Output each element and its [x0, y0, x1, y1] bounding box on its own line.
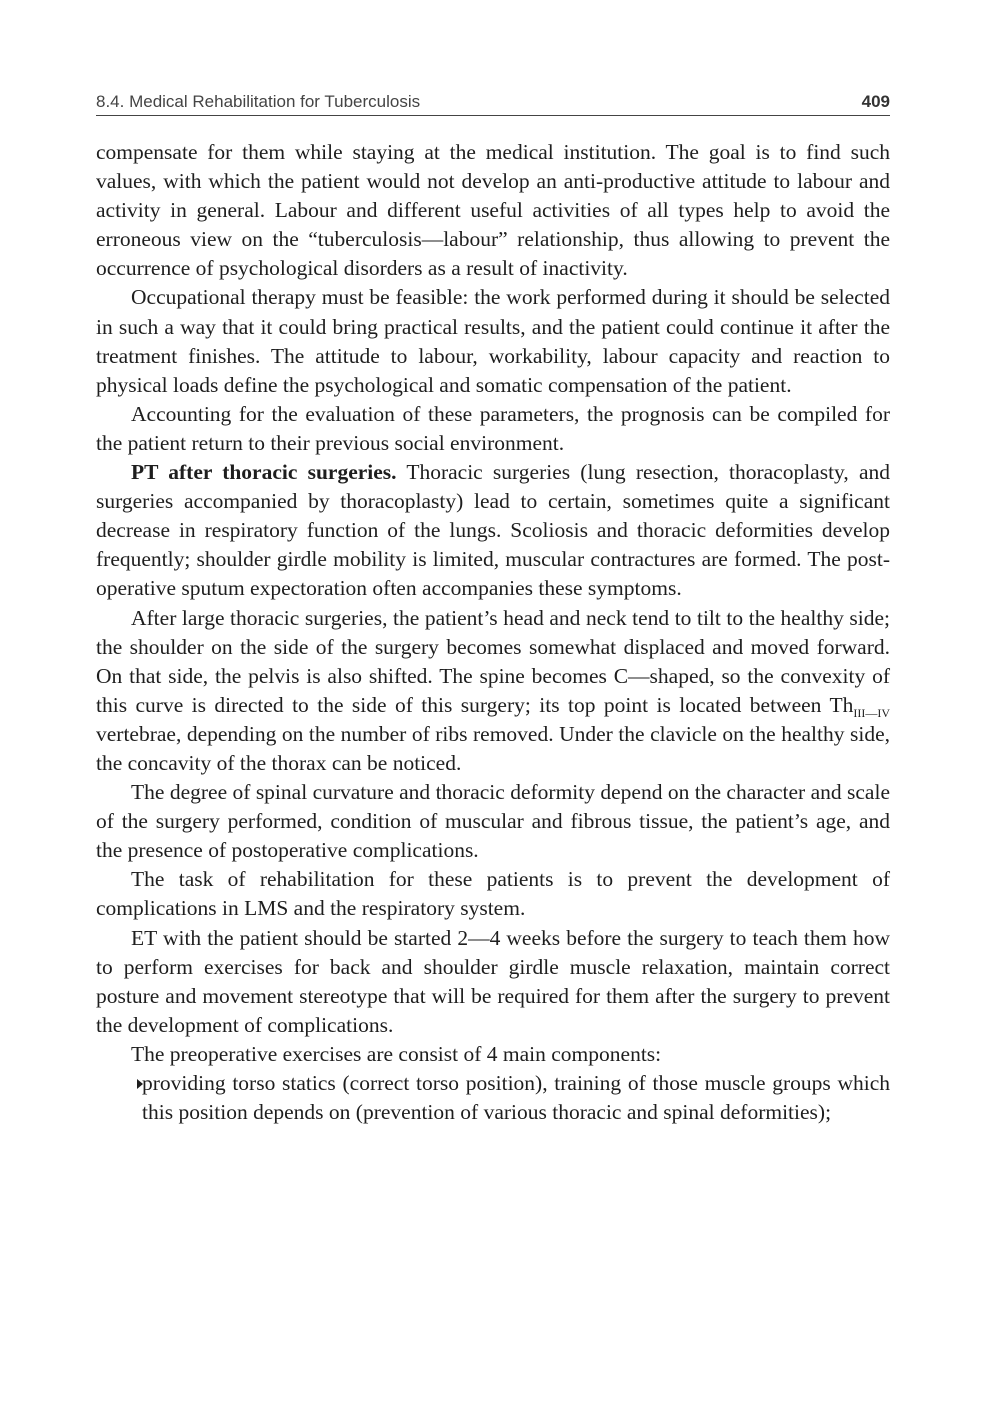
paragraph: ET with the patient should be started 2—4 weeks before the surgery to teach them how to perform exercises for back and shoulder girdle muscle relaxation, maintain correct posture and movement stereotype that will be required for them after the surgery to prevent the development of complications. — [96, 925, 890, 1037]
paragraph: The degree of spinal curvature and thoracic deformity depend on the character and scale of the surgery performed, condition of muscular and fibrous tissue, the patient’s age, and the presence of postoperative complications. — [96, 780, 890, 863]
subscript: III—IV — [853, 705, 890, 720]
paragraph-text: After large thoracic surgeries, the patient’s head and neck tend to tilt to the healthy side; the shoulder on the side of the surgery becomes somewhat displaced and moved forward. On that side, the pelvis is also shifted. The spine becomes C—shaped, so the convexity of this curve is directed to the side of this surgery; its top point is located between Th — [96, 605, 890, 717]
list-item-text: providing torso statics (correct torso position), training of those muscle groups which this position depends on (prevention of various thoracic and spinal deformities); — [142, 1071, 890, 1125]
running-header — [96, 92, 890, 116]
bullet-list — [96, 1069, 890, 1127]
paragraph-text: vertebrae, depending on the number of ribs removed. Under the clavicle on the healthy side, the concavity of the thorax can be noticed. — [96, 721, 890, 775]
paragraph — [96, 458, 890, 603]
paragraph — [96, 604, 890, 779]
list-item — [96, 1069, 890, 1127]
body-text — [96, 138, 890, 1127]
page — [96, 92, 890, 1127]
paragraph: The task of rehabilitation for these patients is to prevent the development of complications in LMS and the respiratory system. — [96, 867, 890, 921]
paragraph: Occupational therapy must be feasible: the work performed during it should be selected in such a way that it could bring practical results, and the patient could continue it after the treatment finishes. The attitude to labour, workability, labour capacity and reaction to physical loads define the psychological and somatic compensation of the patient. — [96, 285, 890, 397]
paragraph: compensate for them while staying at the medical institution. The goal is to find such values, with which the patient would not develop an anti-productive attitude to labour and activity in general. Labour and different useful activities of all types help to avoid the erroneous view on the “tuberculosis—labour” relationship, thus allowing to prevent the occurrence of psychological disorders as a result of inactivity. — [96, 140, 890, 281]
triangle-bullet-icon — [137, 1079, 143, 1089]
page-number: 409 — [861, 92, 890, 111]
run-in-heading: PT after thoracic surgeries. — [131, 460, 397, 485]
section-title: 8.4. Medical Rehabilitation for Tuberculosis — [96, 92, 421, 111]
paragraph: The preoperative exercises are consist of 4 main components: — [131, 1041, 662, 1066]
paragraph-text: Thoracic surgeries (lung resection, thoracoplasty, and surgeries accompanied by thoracoplasty) lead to certain, sometimes quite a significant decrease in respiratory function of the lungs. Scoliosis and thoracic deformities develop frequently; shoulder girdle mobility is limited, muscular contractures are formed. The post-operative sputum expectoration often accompanies these symptoms. — [96, 460, 891, 601]
paragraph: Accounting for the evaluation of these parameters, the prognosis can be compiled for the patient return to their previous social environment. — [96, 401, 890, 455]
